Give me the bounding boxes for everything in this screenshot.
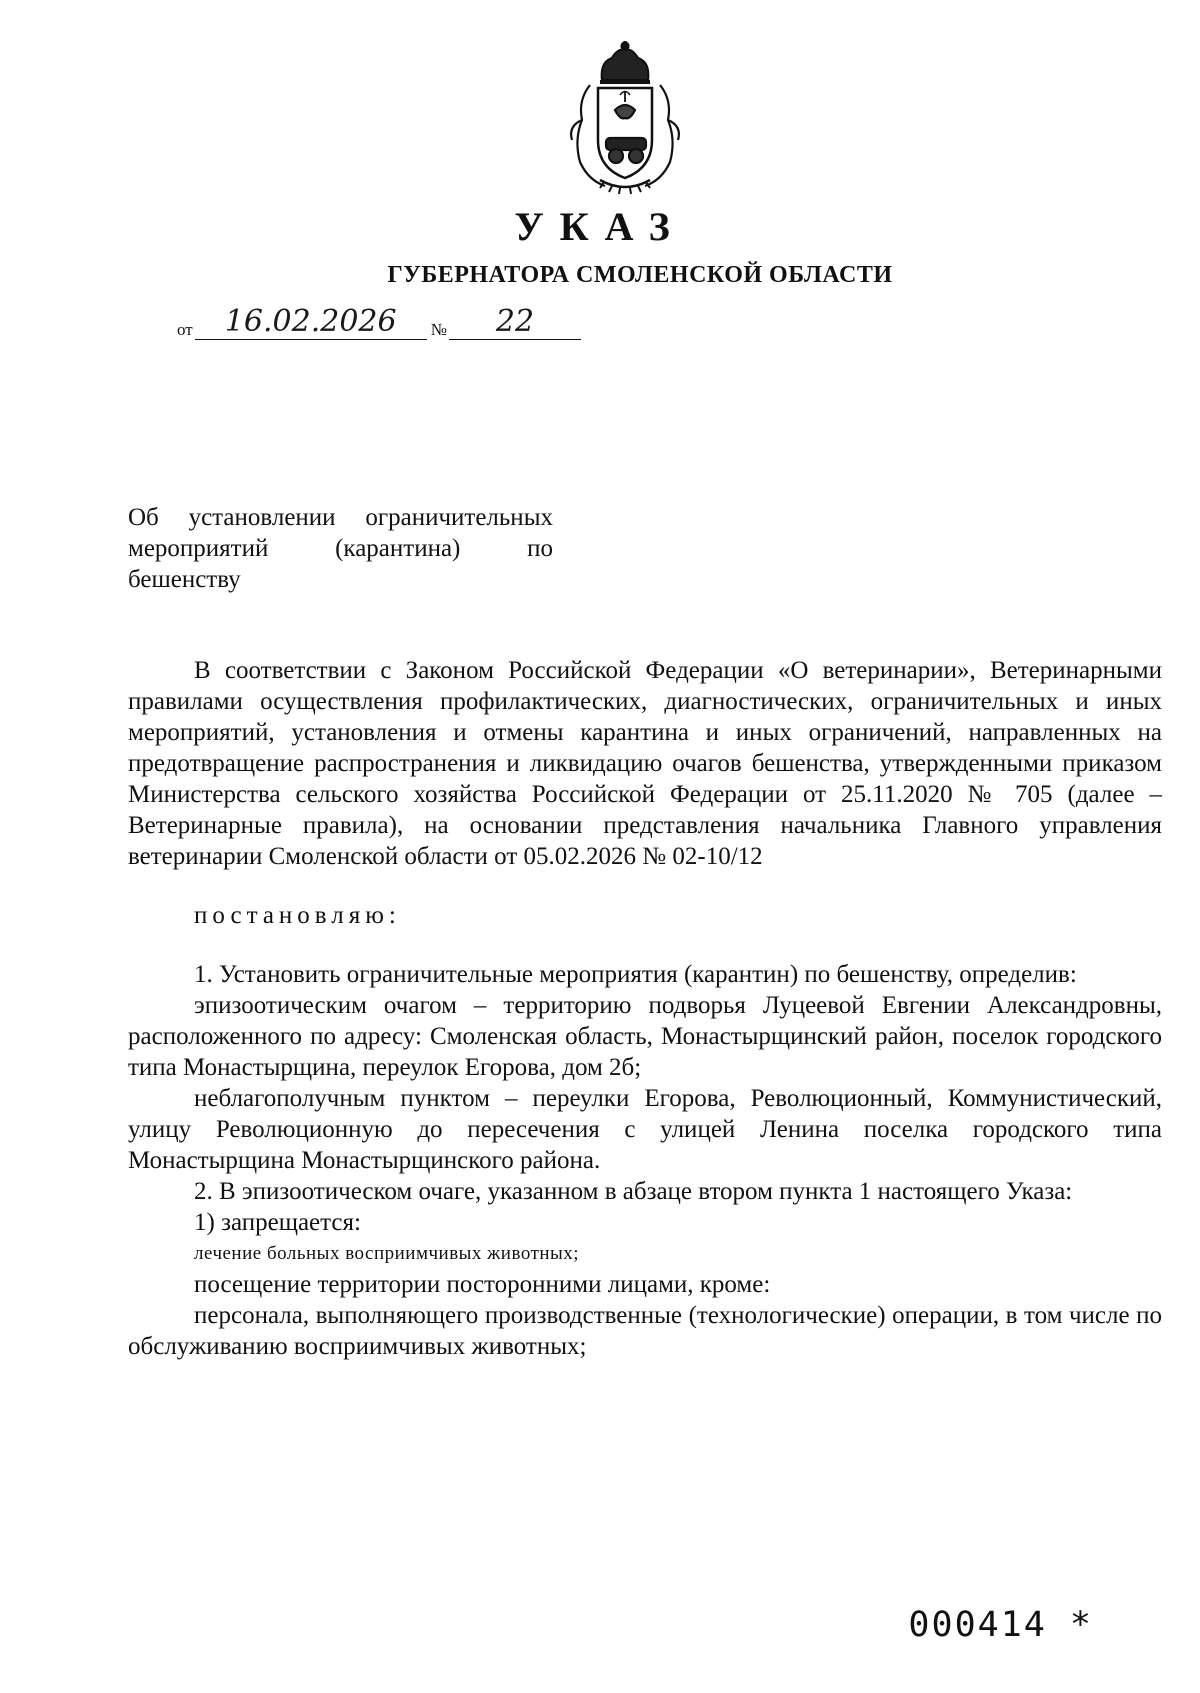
preamble-paragraph: В соответствии с Законом Российской Федерации «О ветеринарии», Ветеринарными правилами осуществления профилактических, диагностических, ограничительных и иных мероприятий, установления и отмены карантина и иных ограничений, направленных на предотвращение распространения и ликвидацию очагов бешенства, утвержденными приказом Министерства сельского хозяйства Российской Федерации от 25.11.2020 № 705 (далее – Ветеринарные правила), на основании представления начальника Главного управления ветеринарии Смоленской области от 05.02.2026 № 02-10/12 xyxy=(128,657,1162,870)
date-prefix: от xyxy=(177,320,193,339)
coat-of-arms-emblem xyxy=(560,40,690,195)
document-subtitle: ГУБЕРНАТОРА СМОЛЕНСКОЙ ОБЛАСТИ xyxy=(387,262,893,288)
number-prefix: № xyxy=(430,320,447,339)
serial-number: 000414 * xyxy=(908,1605,1093,1645)
item-1-focus: эпизоотическим очагом – территорию подворья Луцеевой Евгении Александровны, расположенного по адресу: Смоленская область, Монастырщинский район, поселок городского типа Монастырщина, переулок Егорова, дом 2б; xyxy=(128,992,1162,1081)
item-1-point: неблагополучным пунктом – переулки Егорова, Революционный, Коммунистический, улицу Революционную до пересечения с улицей Ленина поселка городского типа Монастырщина Монастырщинского района. xyxy=(128,1085,1162,1174)
item-2-subitem-1: 1) запрещается: xyxy=(194,1209,361,1236)
subject-line: мероприятий (карантина) по xyxy=(128,535,553,562)
number-field: 22 xyxy=(449,305,581,340)
item-2-intro: 2. В эпизоотическом очаге, указанном в абзаце втором пункта 1 настоящего Указа: xyxy=(194,1178,1073,1205)
date-number-line xyxy=(175,305,581,340)
decree-word: постановляю: xyxy=(194,902,401,929)
date-field: 16.02.2026 xyxy=(195,305,427,340)
item-1-intro: 1. Установить ограничительные мероприятия (карантин) по бешенству, определив: xyxy=(194,961,1077,988)
item-2-staff: персонала, выполняющего производственные (технологические) операции, в том числе по обслуживанию восприимчивых животных; xyxy=(128,1302,1162,1360)
document-body xyxy=(128,655,1162,1362)
document-title: УКАЗ xyxy=(514,204,686,249)
item-2-visit: посещение территории посторонними лицами, кроме: xyxy=(194,1271,771,1298)
item-2-treatment: лечение больных восприимчивых животных; xyxy=(194,1243,580,1264)
subject-line: бешенству xyxy=(128,566,241,593)
subject-line: Об установлении ограничительных xyxy=(128,504,553,531)
document-subject xyxy=(128,502,553,595)
